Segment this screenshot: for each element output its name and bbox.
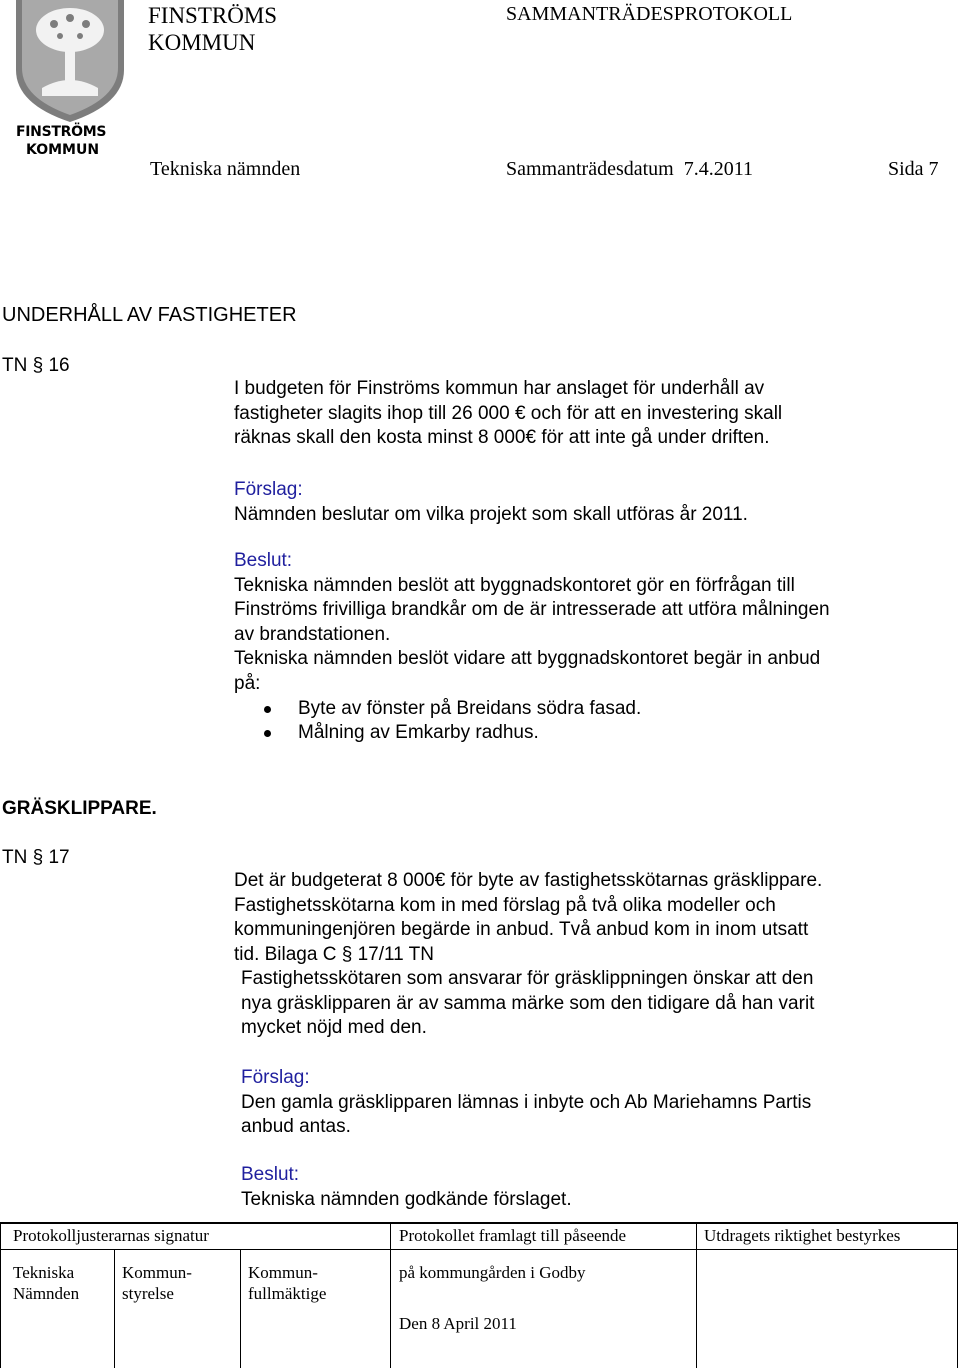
posted-place: på kommungården i Godby [399,1263,586,1282]
decision-text-line: av brandstationen. [234,623,391,645]
decision-text-line: Finströms frivilliga brandkår om de är intresserade att utföra målningen [234,599,830,620]
section1-body [234,377,782,451]
org-name [148,2,277,56]
signer-line: Nämnden [13,1284,80,1303]
table-rule-top [0,1222,958,1224]
signer-line: Kommun- [122,1263,192,1282]
signer-line: styrelse [122,1284,174,1303]
signer-line: Tekniska [13,1263,75,1282]
section1-body-line: fastigheter slagits ihop till 26 000 € och för att en investering skall [234,402,783,424]
section-title-maintenance: UNDERHÅLL AV FASTIGHETER [2,304,297,326]
table-divider-sig [114,1249,115,1368]
table-border-right [957,1222,958,1368]
section-title-lawnmower: GRÄSKLIPPARE. [2,798,157,819]
logo-text-2: KOMMUN [26,142,100,158]
meeting-date [506,157,753,181]
bullet-list [234,697,830,746]
proposal-text: Nämnden beslutar om vilka projekt som skall utföras år 2011. [234,503,748,525]
section2-proposal [241,1066,811,1140]
section2-body-line: kommuningenjören begärde in anbud. Två anbud kom in inom utsatt [234,919,809,940]
committee-name: Tekniska nämnden [150,158,301,180]
section2-body [234,869,822,967]
section2-body2 [241,967,814,1041]
section1-body-line: räknas skall den kosta minst 8 000€ för att inte gå under driften. [234,427,770,448]
section1-body-line: I budgeten för Finströms kommun har anslaget för underhåll av [234,378,765,399]
org-name-line2: KOMMUN [148,30,256,55]
section-ref-tn17: TN § 17 [2,847,70,868]
table-divider-sig [240,1249,241,1368]
col-header-posted: Protokollet framlagt till påseende [399,1226,627,1245]
section2-body-line: Det är budgeterat 8 000€ för byte av fastighetsskötarnas gräsklippare. [234,870,823,891]
signer-line: Kommun- [248,1263,318,1282]
section2-body2-line: nya gräsklipparen är av samma märke som den tidigare då han varit [241,992,815,1014]
col-header-certified: Utdragets riktighet bestyrkes [704,1226,901,1245]
col-header-signature: Protokolljusterarnas signatur [13,1226,209,1245]
table-divider [390,1222,391,1368]
section2-body2-line: Fastighetsskötaren som ansvarar för gräsklippningen önskar att den [241,968,814,989]
decision-text-line: Tekniska nämnden beslöt att byggnadskontoret gör en förfrågan till [234,574,795,596]
decision-text: Tekniska nämnden godkände förslaget. [241,1188,572,1210]
table-divider [696,1222,697,1368]
logo-text-1: FINSTRÖMS [16,124,107,140]
table-border-left [0,1222,1,1368]
signer-technical-committee [13,1262,79,1304]
date-value: 7.4.2011 [683,158,753,180]
table-rule-header [0,1249,958,1250]
proposal-text-line: anbud antas. [241,1116,351,1137]
decision-text-line: på: [234,672,261,694]
signer-municipal-council [248,1262,326,1304]
section-ref-tn16: TN § 16 [2,355,70,376]
section1-proposal [234,478,748,527]
signer-municipal-board [122,1262,192,1304]
bullet-item: Byte av fönster på Breidans södra fasad. [234,697,830,722]
section2-body-line: tid. Bilaga C § 17/11 TN [234,943,434,965]
signature-table [0,1222,958,1368]
bullet-item: Målning av Emkarby radhus. [234,721,830,746]
tree-coat-of-arms-icon [12,0,128,122]
decision-text-line: Tekniska nämnden beslöt vidare att byggnadskontoret begär in anbud [234,648,821,669]
section2-body-line: Fastighetsskötarna kom in med förslag på två olika modeller och [234,894,776,916]
proposal-text-line: Den gamla gräsklipparen lämnas i inbyte och Ab Mariehamns Partis [241,1091,812,1113]
proposal-label: Förslag: [234,479,303,500]
proposal-label: Förslag: [241,1067,310,1088]
decision-label: Beslut: [234,550,293,571]
decision-label: Beslut: [241,1164,300,1185]
section2-body2-line: mycket nöjd med den. [241,1017,427,1038]
posted-date: Den 8 April 2011 [399,1314,517,1333]
document-type: SAMMANTRÄDESPROTOKOLL [506,3,793,25]
date-label: Sammanträdesdatum [506,158,674,180]
org-name-line1: FINSTRÖMS [148,3,278,28]
municipal-logo [12,0,128,160]
page-number: Sida 7 [888,158,939,180]
signer-line: fullmäktige [248,1284,327,1303]
section1-decision [234,549,830,746]
section2-decision [241,1163,572,1212]
